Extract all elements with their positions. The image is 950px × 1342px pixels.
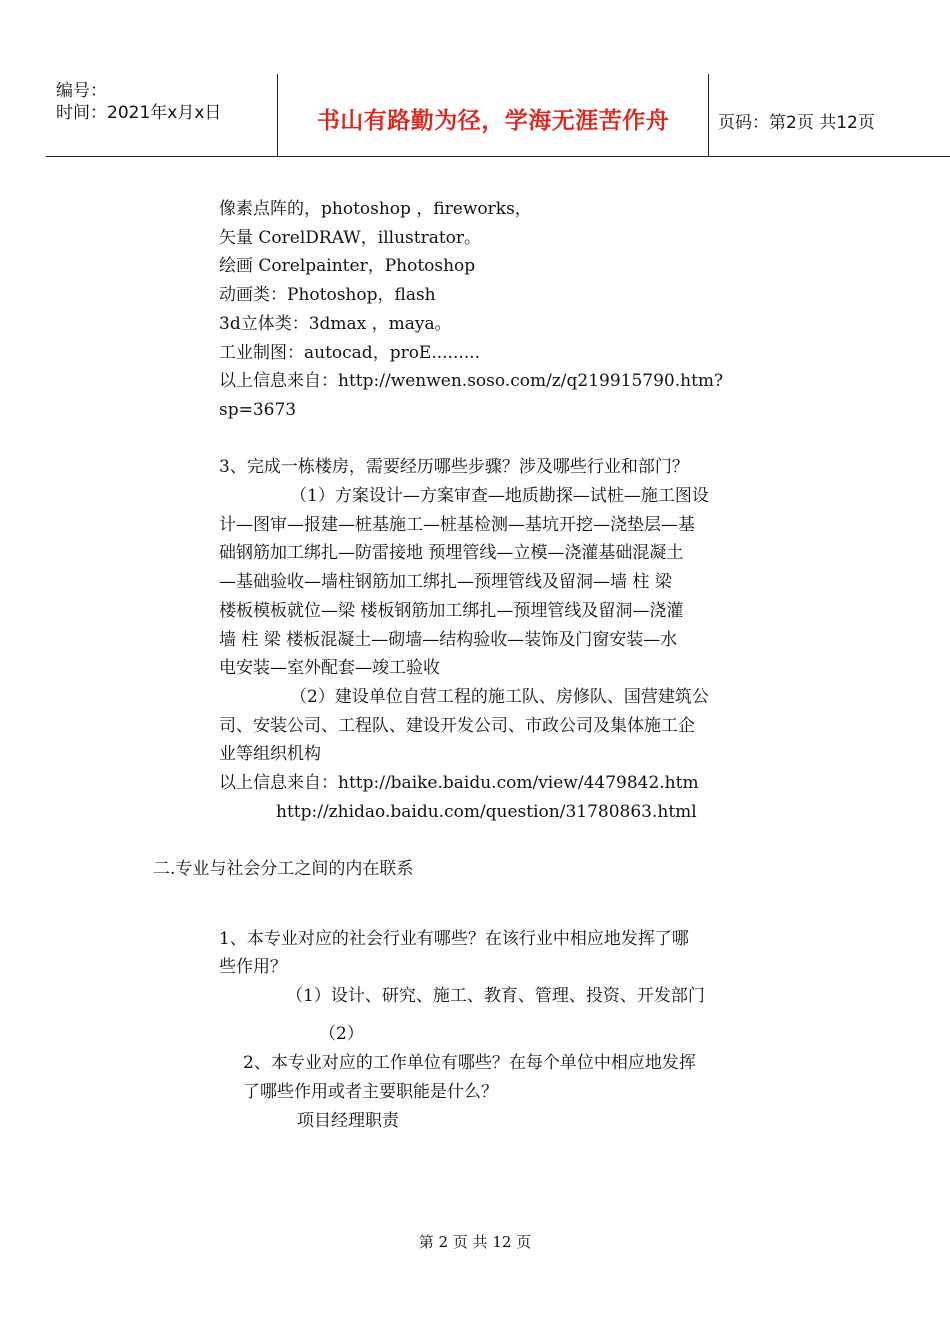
software-vector-line: 矢量 CorelDRAW，illustrator。 [219, 228, 482, 248]
header-meta [56, 80, 221, 124]
software-3d-line: 3d立体类：3dmax ，maya。 [219, 314, 452, 334]
project-manager-duties: 项目经理职责 [297, 1111, 399, 1131]
answer-3-2-line: 司、安装公司、工程队、建设开发公司、市政公司及集体施工企 [219, 716, 695, 736]
answer-3-1-line: 楼板模板就位—梁 楼板钢筋加工绑扎—预埋管线及留洞—浇灌 [219, 601, 684, 621]
number-label: 编号： [56, 81, 107, 101]
page-footer: 第 2 页 共 12 页 [418, 1233, 532, 1251]
header-divider-right [708, 74, 709, 156]
answer-3-2-line: （2）建设单位自营工程的施工队、房修队、国营建筑公 [290, 687, 709, 707]
answer-3-1-line: 础钢筋加工绑扎—防雷接地 预埋管线—立模—浇灌基础混凝土 [219, 543, 684, 563]
answer-3-1-line: （1）方案设计—方案审查—地质勘探—试桩—施工图设 [290, 486, 709, 506]
software-painting-line: 绘画 Corelpainter，Photoshop [219, 256, 476, 276]
section-2-heading: 二.专业与社会分工之间的内在联系 [153, 859, 414, 879]
answer-3-2-line: 业等组织机构 [219, 744, 321, 764]
software-industrial-line: 工业制图：autocad，proE......... [219, 343, 480, 363]
header-page-info: 页码：第2页 共12页 [718, 113, 875, 133]
question-1-line: 1、本专业对应的社会行业有哪些？在该行业中相应地发挥了哪 [219, 929, 689, 949]
source-line-soso: 以上信息来自：http://wenwen.soso.com/z/q219915790.htm? [219, 371, 724, 391]
header-motto: 书山有路勤为径，学海无涯苦作舟 [316, 108, 670, 134]
answer-1-1-line: （1）设计、研究、施工、教育、管理、投资、开发部门 [286, 986, 705, 1006]
question-1-line: 些作用？ [219, 957, 287, 977]
source-line-baike: 以上信息来自：http://baike.baidu.com/view/4479842.htm [219, 773, 699, 793]
question-2-line: 2、本专业对应的工作单位有哪些？在每个单位中相应地发挥 [243, 1053, 696, 1073]
answer-3-1-line: 电安装—室外配套—竣工验收 [219, 658, 440, 678]
answer-1-2-line: （2） [319, 1024, 364, 1044]
page-header [46, 74, 950, 157]
time-label: 时间：2021年x月x日 [56, 103, 222, 123]
answer-3-1-line: 计—图审—报建—桩基施工—桩基检测—基坑开挖—浇垫层—基 [219, 515, 695, 535]
question-2-line: 了哪些作用或者主要职能是什么？ [243, 1082, 498, 1102]
source-line-soso-cont: sp=3673 [219, 400, 297, 420]
answer-3-1-line: —基础验收—墙柱钢筋加工绑扎—预埋管线及留洞—墙 柱 梁 [219, 572, 672, 592]
answer-3-1-line: 墙 柱 梁 楼板混凝土—砌墙—结构验收—装饰及门窗安装—水 [219, 630, 678, 650]
software-pixel-line: 像素点阵的，photoshop ，fireworks， [219, 199, 532, 219]
question-3-heading: 3、完成一栋楼房，需要经历哪些步骤？涉及哪些行业和部门？ [219, 457, 689, 477]
source-line-zhidao: http://zhidao.baidu.com/question/31780863.html [276, 802, 697, 822]
software-animation-line: 动画类：Photoshop，flash [219, 285, 436, 305]
